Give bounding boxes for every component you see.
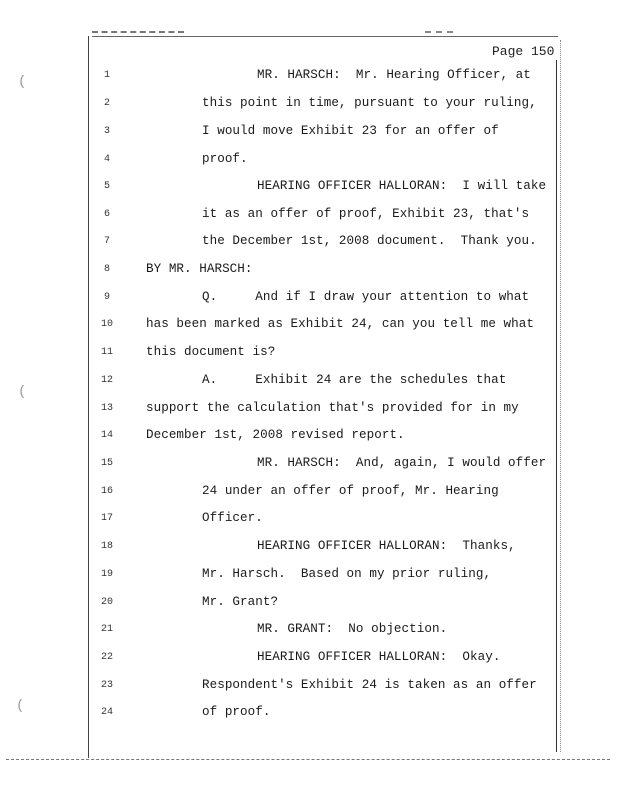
line-number: 19	[100, 569, 113, 580]
line-number: 16	[100, 486, 113, 497]
transcript-line: A. Exhibit 24 are the schedules that	[202, 373, 507, 387]
transcript-line: of proof.	[202, 705, 271, 719]
page-frame-right-rule	[556, 60, 557, 752]
transcript-line: Respondent's Exhibit 24 is taken as an offer	[202, 678, 537, 692]
transcript-line: HEARING OFFICER HALLORAN: Okay.	[257, 650, 501, 664]
transcript-line: MR. HARSCH: Mr. Hearing Officer, at	[257, 68, 531, 82]
line-number: 14	[100, 430, 113, 441]
transcript-line: BY MR. HARSCH:	[146, 262, 253, 276]
line-number: 24	[100, 707, 113, 718]
line-number: 15	[100, 458, 113, 469]
transcript-line: Mr. Harsch. Based on my prior ruling,	[202, 567, 492, 581]
line-number: 23	[100, 680, 113, 691]
transcript-line: this document is?	[146, 345, 276, 359]
line-number: 3	[103, 126, 110, 137]
line-number: 13	[100, 403, 113, 414]
line-number: 9	[103, 292, 110, 303]
line-number: 17	[100, 513, 113, 524]
transcript-line: I would move Exhibit 23 for an offer of	[202, 124, 499, 138]
line-number: 7	[103, 236, 110, 247]
line-number: 2	[103, 98, 110, 109]
transcript-line: MR. GRANT: No objection.	[257, 622, 448, 636]
scan-artifact-top-left	[92, 31, 184, 33]
page-frame-top	[92, 36, 558, 37]
line-number: 12	[100, 375, 113, 386]
scan-artifact-bottom	[6, 759, 610, 760]
page-number: Page 150	[492, 44, 555, 59]
transcript-line: Q. And if I draw your attention to what	[202, 290, 530, 304]
transcript-line: Mr. Grant?	[202, 595, 279, 609]
transcript-line: Officer.	[202, 511, 263, 525]
page-frame-left-rule	[88, 36, 89, 758]
line-number: 8	[103, 264, 110, 275]
transcript-line: HEARING OFFICER HALLORAN: Thanks,	[257, 539, 516, 553]
line-number: 5	[103, 181, 110, 192]
line-number: 6	[103, 209, 110, 220]
line-number: 1	[103, 70, 110, 81]
binding-hole-mark-top: (	[18, 74, 27, 90]
line-number: 18	[100, 541, 113, 552]
line-number: 10	[100, 319, 113, 330]
transcript-line: has been marked as Exhibit 24, can you tell me what	[146, 317, 534, 331]
transcript-line: support the calculation that's provided for in my	[146, 401, 519, 415]
line-number: 4	[103, 154, 110, 165]
transcript-line: proof.	[202, 152, 248, 166]
binding-hole-mark-bottom: (	[16, 698, 25, 714]
line-number: 21	[100, 624, 113, 635]
binding-hole-mark-middle: (	[18, 384, 27, 400]
scan-artifact-top-right	[425, 31, 453, 33]
line-number: 11	[100, 347, 113, 358]
transcript-line: the December 1st, 2008 document. Thank you.	[202, 234, 537, 248]
transcript-line: this point in time, pursuant to your ruling,	[202, 96, 537, 110]
page-frame-right-dotted	[560, 40, 561, 752]
line-number: 20	[100, 597, 113, 608]
transcript-line: it as an offer of proof, Exhibit 23, that's	[202, 207, 530, 221]
transcript-line: 24 under an offer of proof, Mr. Hearing	[202, 484, 499, 498]
transcript-line: MR. HARSCH: And, again, I would offer	[257, 456, 547, 470]
transcript-line: December 1st, 2008 revised report.	[146, 428, 405, 442]
line-number: 22	[100, 652, 113, 663]
transcript-line: HEARING OFFICER HALLORAN: I will take	[257, 179, 547, 193]
